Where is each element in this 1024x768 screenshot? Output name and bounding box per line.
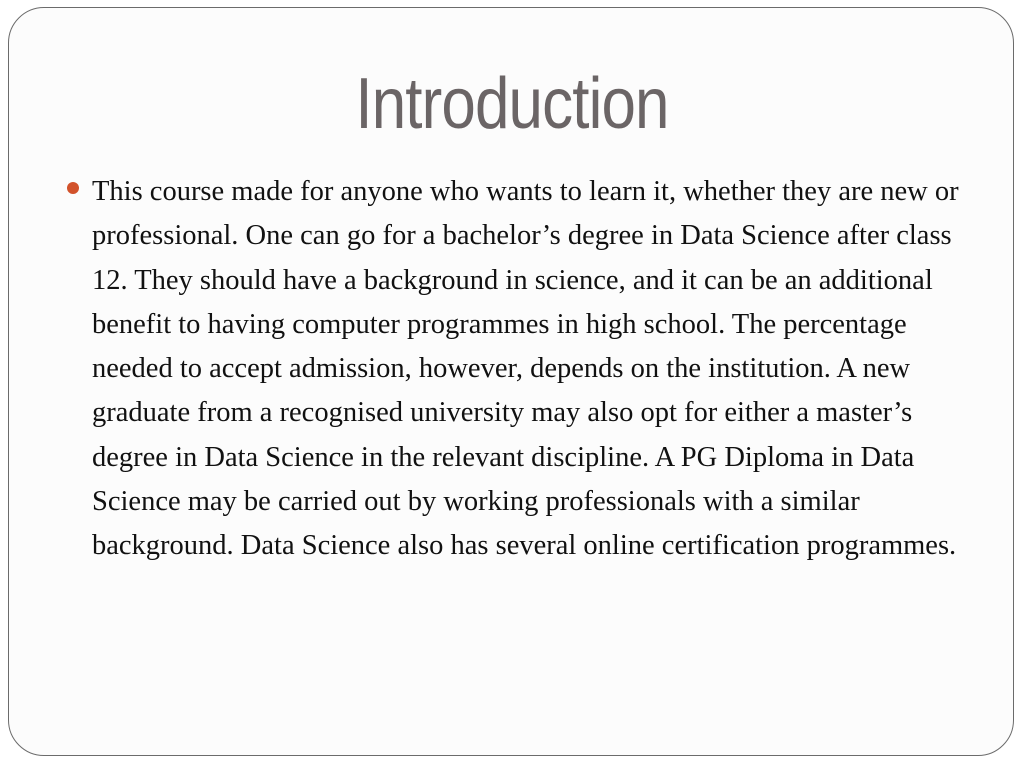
bullet-item	[92, 170, 972, 569]
round-bullet-icon	[67, 182, 79, 194]
slide-title: Introduction	[355, 64, 669, 144]
bullet-list	[92, 170, 972, 569]
bullet-text: This course made for anyone who wants to learn it, whether they are new or professional. One can go for a bachelor’s degree in Data Science after class 12. They should have a background in science, and it can be an additional benefit to having computer programmes in high school. The percentage needed to accept admission, however, depends on the institution. A new graduate from a recognised university may also opt for either a master’s degree in Data Science in the relevant discipline. A PG Diploma in Data Science may be carried out by working professionals with a similar background. Data Science also has several online certification programmes.	[92, 176, 959, 562]
